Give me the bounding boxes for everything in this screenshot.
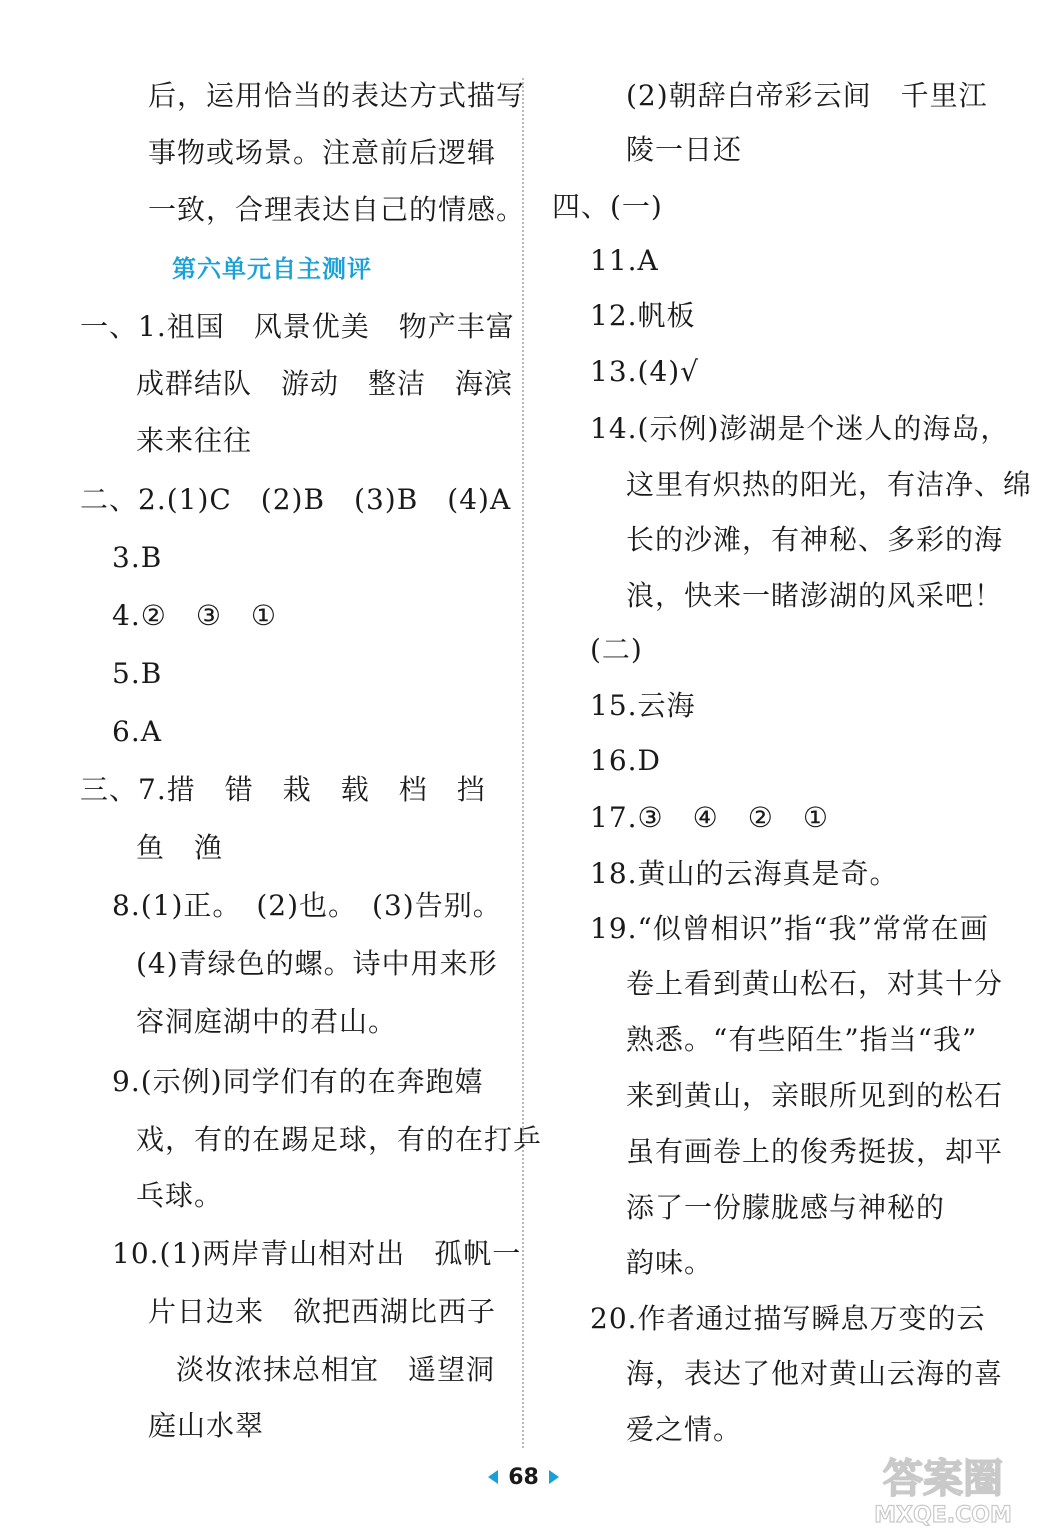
q12-answer: 12.帆板 xyxy=(590,299,696,332)
q1-line-1: 一、1.祖国 风景优美 物产丰富 xyxy=(80,310,515,343)
next-arrow-icon xyxy=(549,1470,559,1484)
q14-line-2: 这里有炽热的阳光，有洁净、绵 xyxy=(626,468,1033,501)
q2-answer: 二、2.(1)C (2)B (3)B (4)A xyxy=(80,483,512,516)
q3-answer: 3.B xyxy=(112,541,163,574)
page-number: 68 xyxy=(508,1464,539,1490)
q19-line-4: 来到黄山，亲眼所见到的松石 xyxy=(626,1079,1004,1112)
q8-line-2: (4)青绿色的螺。诗中用来形 xyxy=(136,947,498,980)
q13-answer: 13.(4)√ xyxy=(590,355,700,388)
q15-answer: 15.云海 xyxy=(590,689,696,722)
intro-line-2: 事物或场景。注意前后逻辑 xyxy=(148,136,497,169)
q19-line-3: 熟悉。“有些陌生”指当“我” xyxy=(626,1023,978,1056)
part-4-1-heading: 四、(一) xyxy=(552,190,663,223)
q19-line-2: 卷上看到黄山松石，对其十分 xyxy=(626,967,1004,1000)
q5-answer: 5.B xyxy=(112,657,163,690)
q18-answer: 18.黄山的云海真是奇。 xyxy=(590,857,899,890)
column-divider xyxy=(522,78,524,1448)
part-4-2-heading: (二) xyxy=(590,633,643,666)
q1-line-2: 成群结队 游动 整洁 海滨 xyxy=(136,367,514,400)
q9-line-1: 9.(示例)同学们有的在奔跑嬉 xyxy=(112,1065,484,1098)
q19-line-5: 虽有画卷上的俊秀挺拔，却平 xyxy=(626,1135,1004,1168)
q9-line-2: 戏，有的在踢足球，有的在打乒 xyxy=(136,1123,543,1156)
q14-line-1: 14.(示例)澎湖是个迷人的海岛， xyxy=(590,412,1010,445)
q10-line-4: 庭山水翠 xyxy=(148,1409,265,1442)
watermark-text-bottom: MXQE.COM xyxy=(874,1503,1012,1528)
q11-answer: 11.A xyxy=(590,244,659,277)
q4-answer: 4.② ③ ① xyxy=(112,599,278,632)
q10-line-2: 片日边来 欲把西湖比西子 xyxy=(148,1295,497,1328)
q20-line-1: 20.作者通过描写瞬息万变的云 xyxy=(590,1302,986,1335)
q19-line-6: 添了一份朦胧感与神秘的 xyxy=(626,1191,946,1224)
q9-line-3: 乓球。 xyxy=(136,1179,224,1212)
q20-line-3: 爱之情。 xyxy=(626,1413,743,1446)
q7-line-2: 鱼 渔 xyxy=(136,831,224,864)
q10-line-3: 淡妆浓抹总相宜 遥望洞 xyxy=(176,1353,496,1386)
q20-line-2: 海，表达了他对黄山云海的喜 xyxy=(626,1357,1004,1390)
q14-line-4: 浪，快来一睹澎湖的风采吧！ xyxy=(626,579,1004,612)
intro-line-1: 后，运用恰当的表达方式描写 xyxy=(148,79,526,112)
q19-line-1: 19.“似曾相识”指“我”常常在画 xyxy=(590,912,989,945)
section-title: 第六单元自主测评 xyxy=(172,255,372,283)
q10-cont-line-2: 陵一日还 xyxy=(626,133,743,166)
watermark-text-top: 答案圈 xyxy=(883,1456,1003,1502)
q8-line-1: 8.(1)正。 (2)也。 (3)告别。 xyxy=(112,889,502,922)
q1-line-3: 来来往往 xyxy=(136,424,253,457)
intro-line-3: 一致，合理表达自己的情感。 xyxy=(148,193,526,226)
q6-answer: 6.A xyxy=(112,715,162,748)
q10-cont-line-1: (2)朝辞白帝彩云间 千里江 xyxy=(626,79,988,112)
q14-line-3: 长的沙滩，有神秘、多彩的海 xyxy=(626,523,1004,556)
q19-line-7: 韵味。 xyxy=(626,1246,714,1279)
q17-answer: 17.③ ④ ② ① xyxy=(590,801,829,834)
watermark-logo xyxy=(853,1448,1033,1528)
q16-answer: 16.D xyxy=(590,744,661,777)
q7-line-1: 三、7.措 错 栽 载 档 挡 xyxy=(80,773,486,806)
q10-line-1: 10.(1)两岸青山相对出 孤帆一 xyxy=(112,1237,522,1270)
q8-line-3: 容洞庭湖中的君山。 xyxy=(136,1005,398,1038)
prev-arrow-icon xyxy=(488,1470,498,1484)
